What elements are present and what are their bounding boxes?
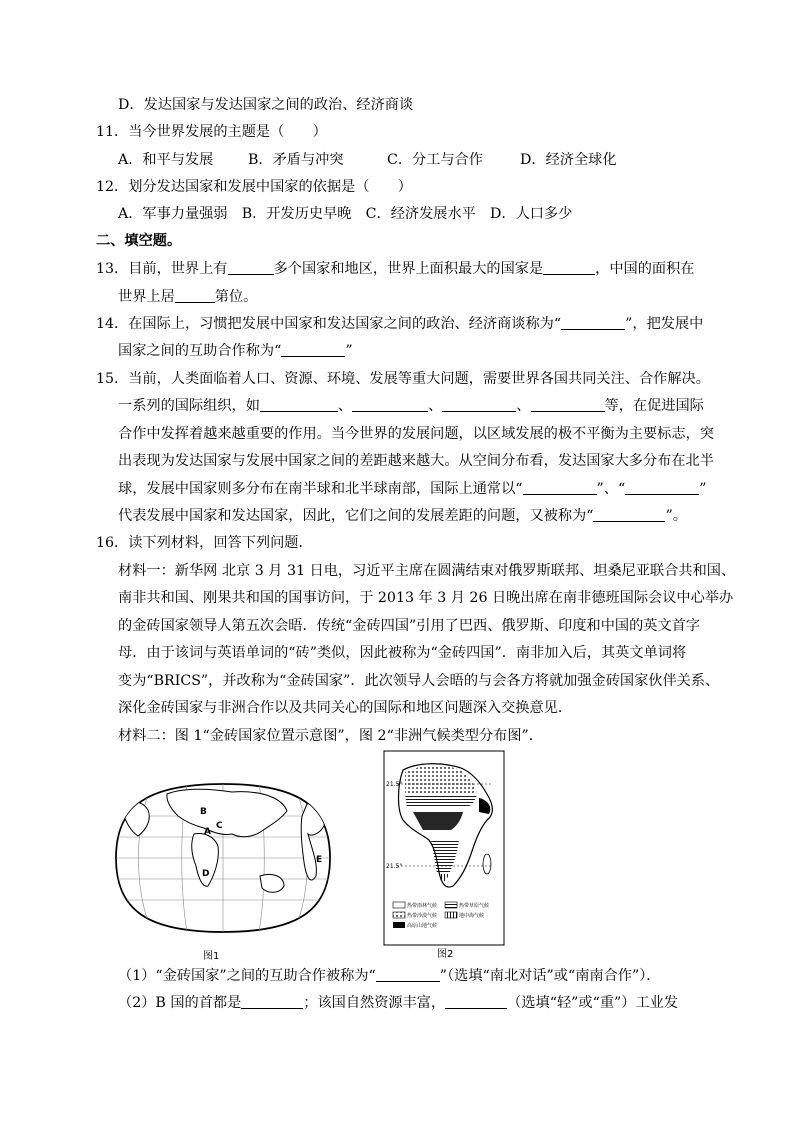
answer-blank[interactable] xyxy=(561,315,625,330)
material1-line4: 母．由于该词与英语单词的“砖”类似，因此被称为“金砖四国”．南非加入后，其英文单词将 xyxy=(118,645,687,661)
map-label-e: E xyxy=(316,855,323,865)
figure-1-caption: 图1 xyxy=(203,951,220,962)
latitude-label-north: 21.5° xyxy=(386,781,403,788)
q14-text-4: ” xyxy=(345,343,353,359)
q11-option-d: D．经济全球化 xyxy=(520,152,617,168)
q15-text-a: 一系列的国际组织，如 xyxy=(118,398,260,414)
answer-blank[interactable] xyxy=(625,480,699,495)
q15-text-5c: ” xyxy=(699,481,707,497)
q16-sub2-text-c: （选填“轻”或“重”）工业发 xyxy=(507,995,679,1011)
answer-blank[interactable] xyxy=(281,342,345,357)
q14-line2 xyxy=(118,342,353,360)
answer-blank[interactable] xyxy=(228,260,274,275)
answer-blank[interactable] xyxy=(543,260,595,275)
answer-blank[interactable] xyxy=(260,397,338,412)
map-label-d: D xyxy=(202,869,210,879)
material1-line3: 的金砖国家领导人第五次会晤．传统“金砖四国”引用了巴西、俄罗斯、印度和中国的英文首字 xyxy=(118,618,701,634)
legend-label: 高原山地气候 xyxy=(407,923,438,929)
q11-option-b: B．矛盾与冲突 xyxy=(248,152,344,168)
answer-blank[interactable] xyxy=(376,967,440,982)
q14-text-3: 国家之间的互助合作称为“ xyxy=(118,343,282,359)
legend-swatch xyxy=(393,922,405,928)
map-label-c: C xyxy=(216,821,223,831)
q12-stem: 12．划分发达国家和发展中国家的依据是（ ） xyxy=(96,179,412,195)
legend-label: 热带雨林气候 xyxy=(407,903,438,909)
figure-2-caption: 图2 xyxy=(437,949,454,960)
q15-line4: 出表现为发达国家与发展中国家之间的差距越来越大。从空间分布看，发达国家大多分布在北半 xyxy=(118,453,714,469)
q16-stem: 16．读下列材料，回答下列问题． xyxy=(96,535,313,551)
q15-text-6a: 代表发展中国家和发达国家，因此，它们之间的发展差距的问题，又被称为“ xyxy=(118,508,594,524)
q13-line1 xyxy=(96,260,694,278)
q15-text-b: 等，在促进国际 xyxy=(604,398,704,414)
world-map-figure xyxy=(112,776,334,940)
q15-line2 xyxy=(118,397,704,415)
material1-line6: 深化金砖国家与非洲合作以及共同关心的国际和地区问题深入交换意见． xyxy=(118,700,573,716)
separator: 、 xyxy=(428,398,443,414)
legend-label: 地中海气候 xyxy=(459,913,485,919)
answer-blank[interactable] xyxy=(523,480,597,495)
material1-line1: 材料一：新华网 北京 3 月 31 日电，习近平主席在圆满结束对俄罗斯联邦、坦桑尼亚联合共和国、 xyxy=(118,563,736,579)
q15-text-5b: ”、“ xyxy=(596,481,626,497)
q16-sub2-text-a: （2）B 国的首都是 xyxy=(118,995,242,1011)
q11-option-a: A．和平与发展 xyxy=(118,152,214,168)
answer-blank[interactable] xyxy=(241,994,303,1009)
q13-text-1: 13．目前，世界上有 xyxy=(96,261,228,277)
q12-options: A．军事力量强弱 B．开发历史早晚 C．经济发展水平 D．人口多少 xyxy=(118,206,573,222)
q13-text-3: ，中国的面积在 xyxy=(595,261,695,277)
material2-line: 材料二：图 1“金砖国家位置示意图”，图 2“非洲气候类型分布图”． xyxy=(118,728,543,744)
africa-climate-map-figure xyxy=(383,750,505,946)
q13-text-2: 多个国家和地区，世界上面积最大的国家是 xyxy=(273,261,544,277)
q15-line5 xyxy=(118,480,706,498)
q10-option-d: D．发达国家与发达国家之间的政治、经济商谈 xyxy=(118,97,414,113)
q15-line3: 合作中发挥着越来越重要的作用。当今世界的发展问题，以区域发展的极不平衡为主要标志，突 xyxy=(118,426,714,442)
legend-swatch xyxy=(393,912,405,918)
q14-text-1: 14．在国际上，习惯把发展中国家和发达国家之间的政治、经济商谈称为“ xyxy=(96,316,562,332)
answer-blank[interactable] xyxy=(442,397,516,412)
map-label-a: A xyxy=(204,827,211,837)
map-label-b: B xyxy=(200,807,207,817)
q11-option-c: C．分工与合作 xyxy=(387,152,483,168)
material1-line5: 变为“BRICS”，并改称为“金砖国家”．此次领导人会晤的与会各方将就加强金砖国家伙伴关系、 xyxy=(118,673,720,689)
legend-swatch xyxy=(445,912,457,918)
answer-blank[interactable] xyxy=(352,397,428,412)
answer-blank[interactable] xyxy=(175,288,215,303)
q16-sub1 xyxy=(118,967,661,985)
q15-line1: 15．当前，人类面临着人口、资源、环境、发展等重大问题，需要世界各国共同关注、合作解决。 xyxy=(96,371,710,387)
legend-label: 热带沙漠气候 xyxy=(407,913,438,919)
q14-text-2: ”，把发展中 xyxy=(625,316,704,332)
legend-swatch xyxy=(445,902,457,908)
q11-stem: 11．当今世界发展的主题是（ ） xyxy=(96,124,327,140)
material1-line2: 南非共和国、刚果共和国的国事访问，于 2013 年 3 月 26 日晚出席在南非德班国际会议中心举办 xyxy=(118,590,734,606)
answer-blank[interactable] xyxy=(593,507,665,522)
legend-label: 热带草原气候 xyxy=(459,903,490,909)
q16-sub1-text-a: （1）“金砖国家”之间的互助合作被称为“ xyxy=(118,968,376,984)
q13-line2 xyxy=(118,288,257,306)
separator: 、 xyxy=(516,398,531,414)
q16-sub1-text-b: ”（选填“南北对话”或“南南合作”）． xyxy=(439,968,661,984)
separator: 、 xyxy=(337,398,353,414)
answer-blank[interactable] xyxy=(445,994,507,1009)
q15-line6 xyxy=(118,507,687,525)
legend-swatch xyxy=(393,902,405,908)
q15-text-5a: 球，发展中国家则多分布在南半球和北半球南部，国际上通常以“ xyxy=(118,481,523,497)
answer-blank[interactable] xyxy=(531,397,605,412)
q15-text-6b: ”。 xyxy=(665,508,687,524)
q13-text-5: 第位。 xyxy=(214,289,258,305)
q13-text-4: 世界上居 xyxy=(118,289,175,305)
section-title: 二、填空题。 xyxy=(96,233,182,249)
latitude-label-south: 21.5° xyxy=(386,863,403,870)
q16-sub2 xyxy=(118,994,678,1012)
q14-line1 xyxy=(96,315,703,333)
q16-sub2-text-b: ；该国自然资源丰富， xyxy=(303,995,446,1011)
